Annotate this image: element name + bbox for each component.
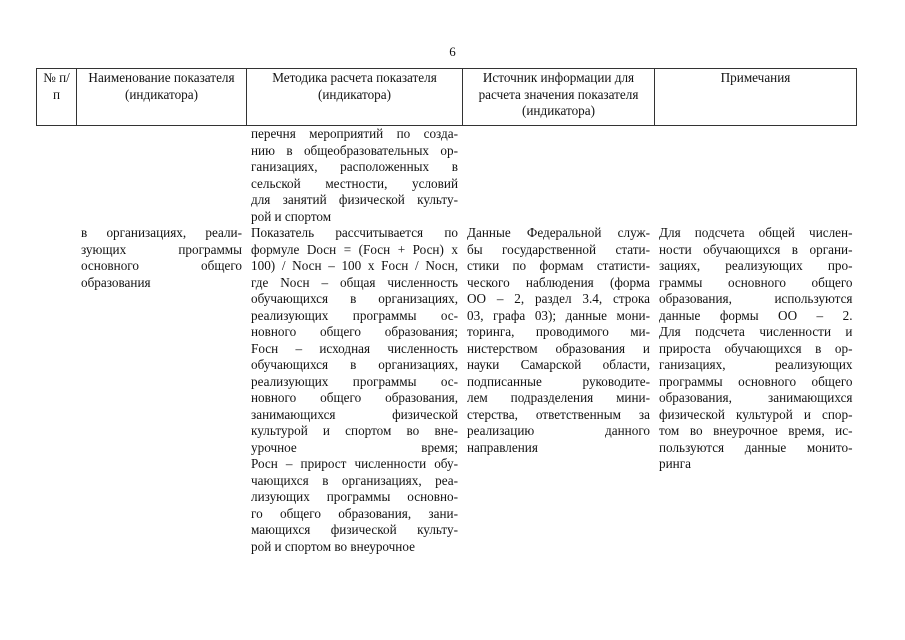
text-line: физической культурой и спор- xyxy=(659,406,853,422)
text-line: образования, занимающихся xyxy=(659,390,853,405)
text-line: обучающихся в организациях, xyxy=(251,291,458,306)
cell-method xyxy=(247,225,463,555)
text-line: торинга, проводимого ми- xyxy=(467,324,650,339)
header-indicator-name: Наименование показателя (индикатора) xyxy=(77,69,247,126)
header-calculation-method: Методика расчета показателя (индикатора) xyxy=(247,69,463,126)
text-line: подписанные руководите- xyxy=(467,373,650,389)
text-line: рой и спортом xyxy=(251,208,332,224)
source-text xyxy=(467,225,650,456)
cell-number xyxy=(37,126,77,226)
text-line: прироста обучающихся в ор- xyxy=(659,340,853,356)
text-line: ганизациях, реализующих xyxy=(659,357,853,372)
text-line: в организациях, реали- xyxy=(81,225,242,240)
cell-method xyxy=(247,126,463,226)
text-line: лем подразделения мини- xyxy=(467,390,650,405)
text-line: граммы основного общего xyxy=(659,274,853,290)
text-line: направления xyxy=(467,439,538,455)
table-header-row xyxy=(37,69,857,126)
header-notes: Примечания xyxy=(655,69,857,126)
text-line: зациях, реализующих про- xyxy=(659,258,853,273)
method-text xyxy=(251,225,458,555)
text-line: Для подсчета общей числен- xyxy=(659,225,853,240)
text-line: культурой и спортом во внe- xyxy=(251,423,458,438)
text-line: Росн – прирост численности обу- xyxy=(251,456,458,471)
text-line: Для подсчета численности и xyxy=(659,324,853,339)
text-line: 03, графа 03); данные мони- xyxy=(467,307,650,323)
text-line: лизующих программы основно- xyxy=(251,489,458,504)
cell-notes xyxy=(655,225,857,555)
text-line: для занятий физической культу- xyxy=(251,192,458,207)
text-line: перечня мероприятий по созда- xyxy=(251,126,458,141)
text-line: пользуются данные монито- xyxy=(659,439,853,455)
text-line: сельской местности, условий xyxy=(251,175,458,191)
text-line: занимающихся физической xyxy=(251,406,458,422)
cell-notes xyxy=(655,126,857,226)
text-line: ческого наблюдения (форма xyxy=(467,274,650,290)
text-line: формуле Dосн = (Fосн + Росн) х xyxy=(251,241,458,257)
cell-source xyxy=(463,126,655,226)
cell-source xyxy=(463,225,655,555)
text-line: Fосн – исходная численность xyxy=(251,340,458,356)
text-line: реализующих программы ос- xyxy=(251,307,458,323)
text-line: основного общего xyxy=(81,258,242,273)
cell-name xyxy=(77,225,247,555)
header-information-source: Источник информации для расчета значения показателя (индикатора) xyxy=(463,69,655,126)
text-line: данные формы ОО – 2. xyxy=(659,307,853,323)
text-line: рой и спортом во внеурочное xyxy=(251,538,415,554)
text-line: образования xyxy=(81,274,151,290)
text-line: урочное время; xyxy=(251,439,458,455)
page-number: 6 xyxy=(449,44,456,59)
indicator-name-text xyxy=(81,225,242,291)
header-number: № п/п xyxy=(37,69,77,126)
text-line: ОО – 2, раздел 3.4, строка xyxy=(467,291,650,306)
text-line: стерства, ответственным за xyxy=(467,406,650,422)
text-line: Показатель рассчитывается по xyxy=(251,225,458,240)
text-line: науки Самарской области, xyxy=(467,357,650,372)
table-row xyxy=(37,225,857,555)
text-line: новного общего образования; xyxy=(251,324,458,339)
text-line: ности обучающихся в органи- xyxy=(659,241,853,257)
indicator-table xyxy=(36,68,857,555)
text-line: реализующих программы ос- xyxy=(251,373,458,389)
text-line: нистерством образования и xyxy=(467,340,650,356)
text-line: стики по формам статисти- xyxy=(467,258,650,273)
text-line: нию в общеобразовательных ор- xyxy=(251,142,458,158)
cell-number xyxy=(37,225,77,555)
text-line: новного общего образования, xyxy=(251,390,458,405)
notes-text xyxy=(659,225,853,473)
text-line: том во внеурочное время, ис- xyxy=(659,423,853,438)
text-line: мающихся физической культу- xyxy=(251,522,458,537)
text-line: ганизациях, расположенных в xyxy=(251,159,458,174)
table-row xyxy=(37,126,857,226)
text-line: Данные Федеральной служ- xyxy=(467,225,650,240)
text-line: зующих программы xyxy=(81,241,242,257)
text-line: обучающихся в организациях, xyxy=(251,357,458,372)
text-line: го общего образования, зани- xyxy=(251,505,458,521)
text-line: ринга xyxy=(659,456,691,471)
text-line: программы основного общего xyxy=(659,373,853,389)
method-text xyxy=(251,126,458,225)
text-line: образования, используются xyxy=(659,291,853,306)
text-line: чающихся в организациях, реа- xyxy=(251,472,458,488)
text-line: бы государственной стати- xyxy=(467,241,650,257)
text-line: реализацию данного xyxy=(467,423,650,438)
text-line: где Nосн – общая численность xyxy=(251,274,458,290)
cell-name xyxy=(77,126,247,226)
text-line: 100) / Nосн – 100 х Fосн / Nосн, xyxy=(251,258,458,273)
